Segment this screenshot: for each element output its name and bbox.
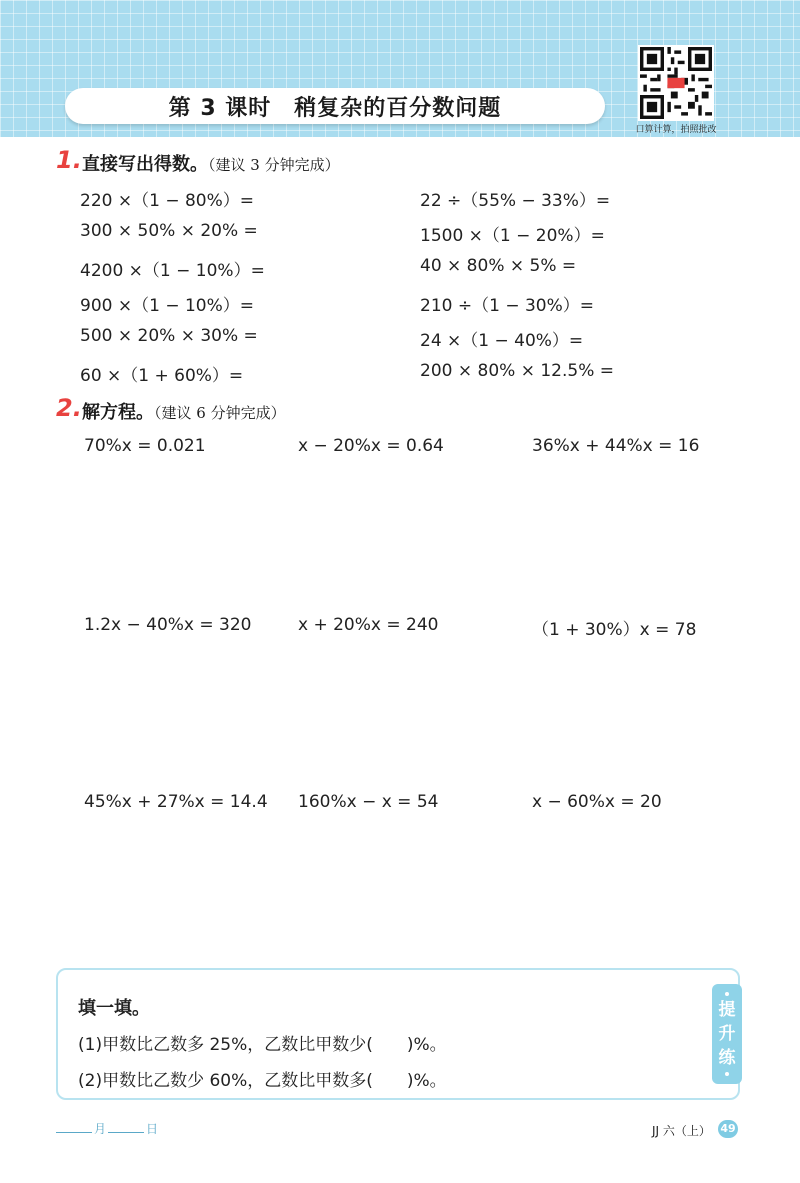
- calc-item: 24 ×（1 − 40%）=: [420, 331, 584, 351]
- fill-question-1: (1)甲数比乙数多 25%，乙数比甲数少( )%。: [78, 1035, 447, 1055]
- equation: x − 20%x = 0.64: [298, 436, 444, 456]
- day-label: 日: [146, 1122, 159, 1136]
- month-blank[interactable]: [56, 1132, 92, 1133]
- equation: （1 + 30%）x = 78: [532, 620, 697, 640]
- qr-code-icon: [640, 47, 712, 119]
- edition-label: JJ 六（上）: [652, 1124, 711, 1138]
- dot-icon: [725, 992, 729, 996]
- page-title: 第 3 课时 稍复杂的百分数问题: [168, 95, 502, 121]
- side-tab-char: 升: [718, 1024, 736, 1044]
- day-blank[interactable]: [108, 1132, 144, 1133]
- calc-item: 4200 ×（1 − 10%）=: [80, 261, 265, 281]
- section2-title: [82, 398, 286, 424]
- improvement-box: [56, 968, 740, 1100]
- equation: 70%x = 0.021: [84, 436, 206, 456]
- qr-caption: 口算计算，拍照批改: [635, 125, 717, 135]
- calc-item: 210 ÷（1 − 30%）=: [420, 296, 594, 316]
- section2-title-text: 解方程。: [82, 402, 154, 423]
- section1-number: 1.: [56, 146, 82, 174]
- equation: 45%x + 27%x = 14.4: [84, 792, 268, 812]
- fill-title: 填一填。: [78, 998, 150, 1019]
- side-tab-char: 练: [718, 1048, 736, 1068]
- calc-item: 220 ×（1 − 80%）=: [80, 191, 254, 211]
- page-number: 49: [718, 1120, 738, 1138]
- calc-item: 40 × 80% × 5% =: [420, 256, 577, 276]
- dot-icon: [725, 1072, 729, 1076]
- section1-title: [82, 150, 340, 176]
- equation: 36%x + 44%x = 16: [532, 436, 700, 456]
- side-tab-char: 提: [718, 1000, 736, 1020]
- section1-title-text: 直接写出得数。: [82, 154, 208, 175]
- calc-item: 200 × 80% × 12.5% =: [420, 361, 614, 381]
- calc-item: 500 × 20% × 30% =: [80, 326, 258, 346]
- fill-question-2: (2)甲数比乙数少 60%，乙数比甲数多( )%。: [78, 1071, 447, 1091]
- equation: x + 20%x = 240: [298, 615, 439, 635]
- calc-item: 900 ×（1 − 10%）=: [80, 296, 254, 316]
- month-label: 月: [94, 1122, 107, 1136]
- side-tab: [712, 984, 742, 1084]
- date-field: [54, 1120, 158, 1137]
- section2-number: 2.: [56, 394, 82, 422]
- equation: 160%x − x = 54: [298, 792, 439, 812]
- title-bar: [65, 88, 605, 124]
- calc-item: 22 ÷（55% − 33%）=: [420, 191, 611, 211]
- calc-item: 1500 ×（1 − 20%）=: [420, 226, 605, 246]
- calc-item: 300 × 50% × 20% =: [80, 221, 258, 241]
- equation: x − 60%x = 20: [532, 792, 662, 812]
- equation: 1.2x − 40%x = 320: [84, 615, 252, 635]
- section1-hint: （建议 3 分钟完成）: [208, 156, 340, 174]
- qr-code[interactable]: [638, 45, 714, 121]
- section2-hint: （建议 6 分钟完成）: [154, 404, 286, 422]
- calc-item: 60 ×（1 + 60%）=: [80, 366, 244, 386]
